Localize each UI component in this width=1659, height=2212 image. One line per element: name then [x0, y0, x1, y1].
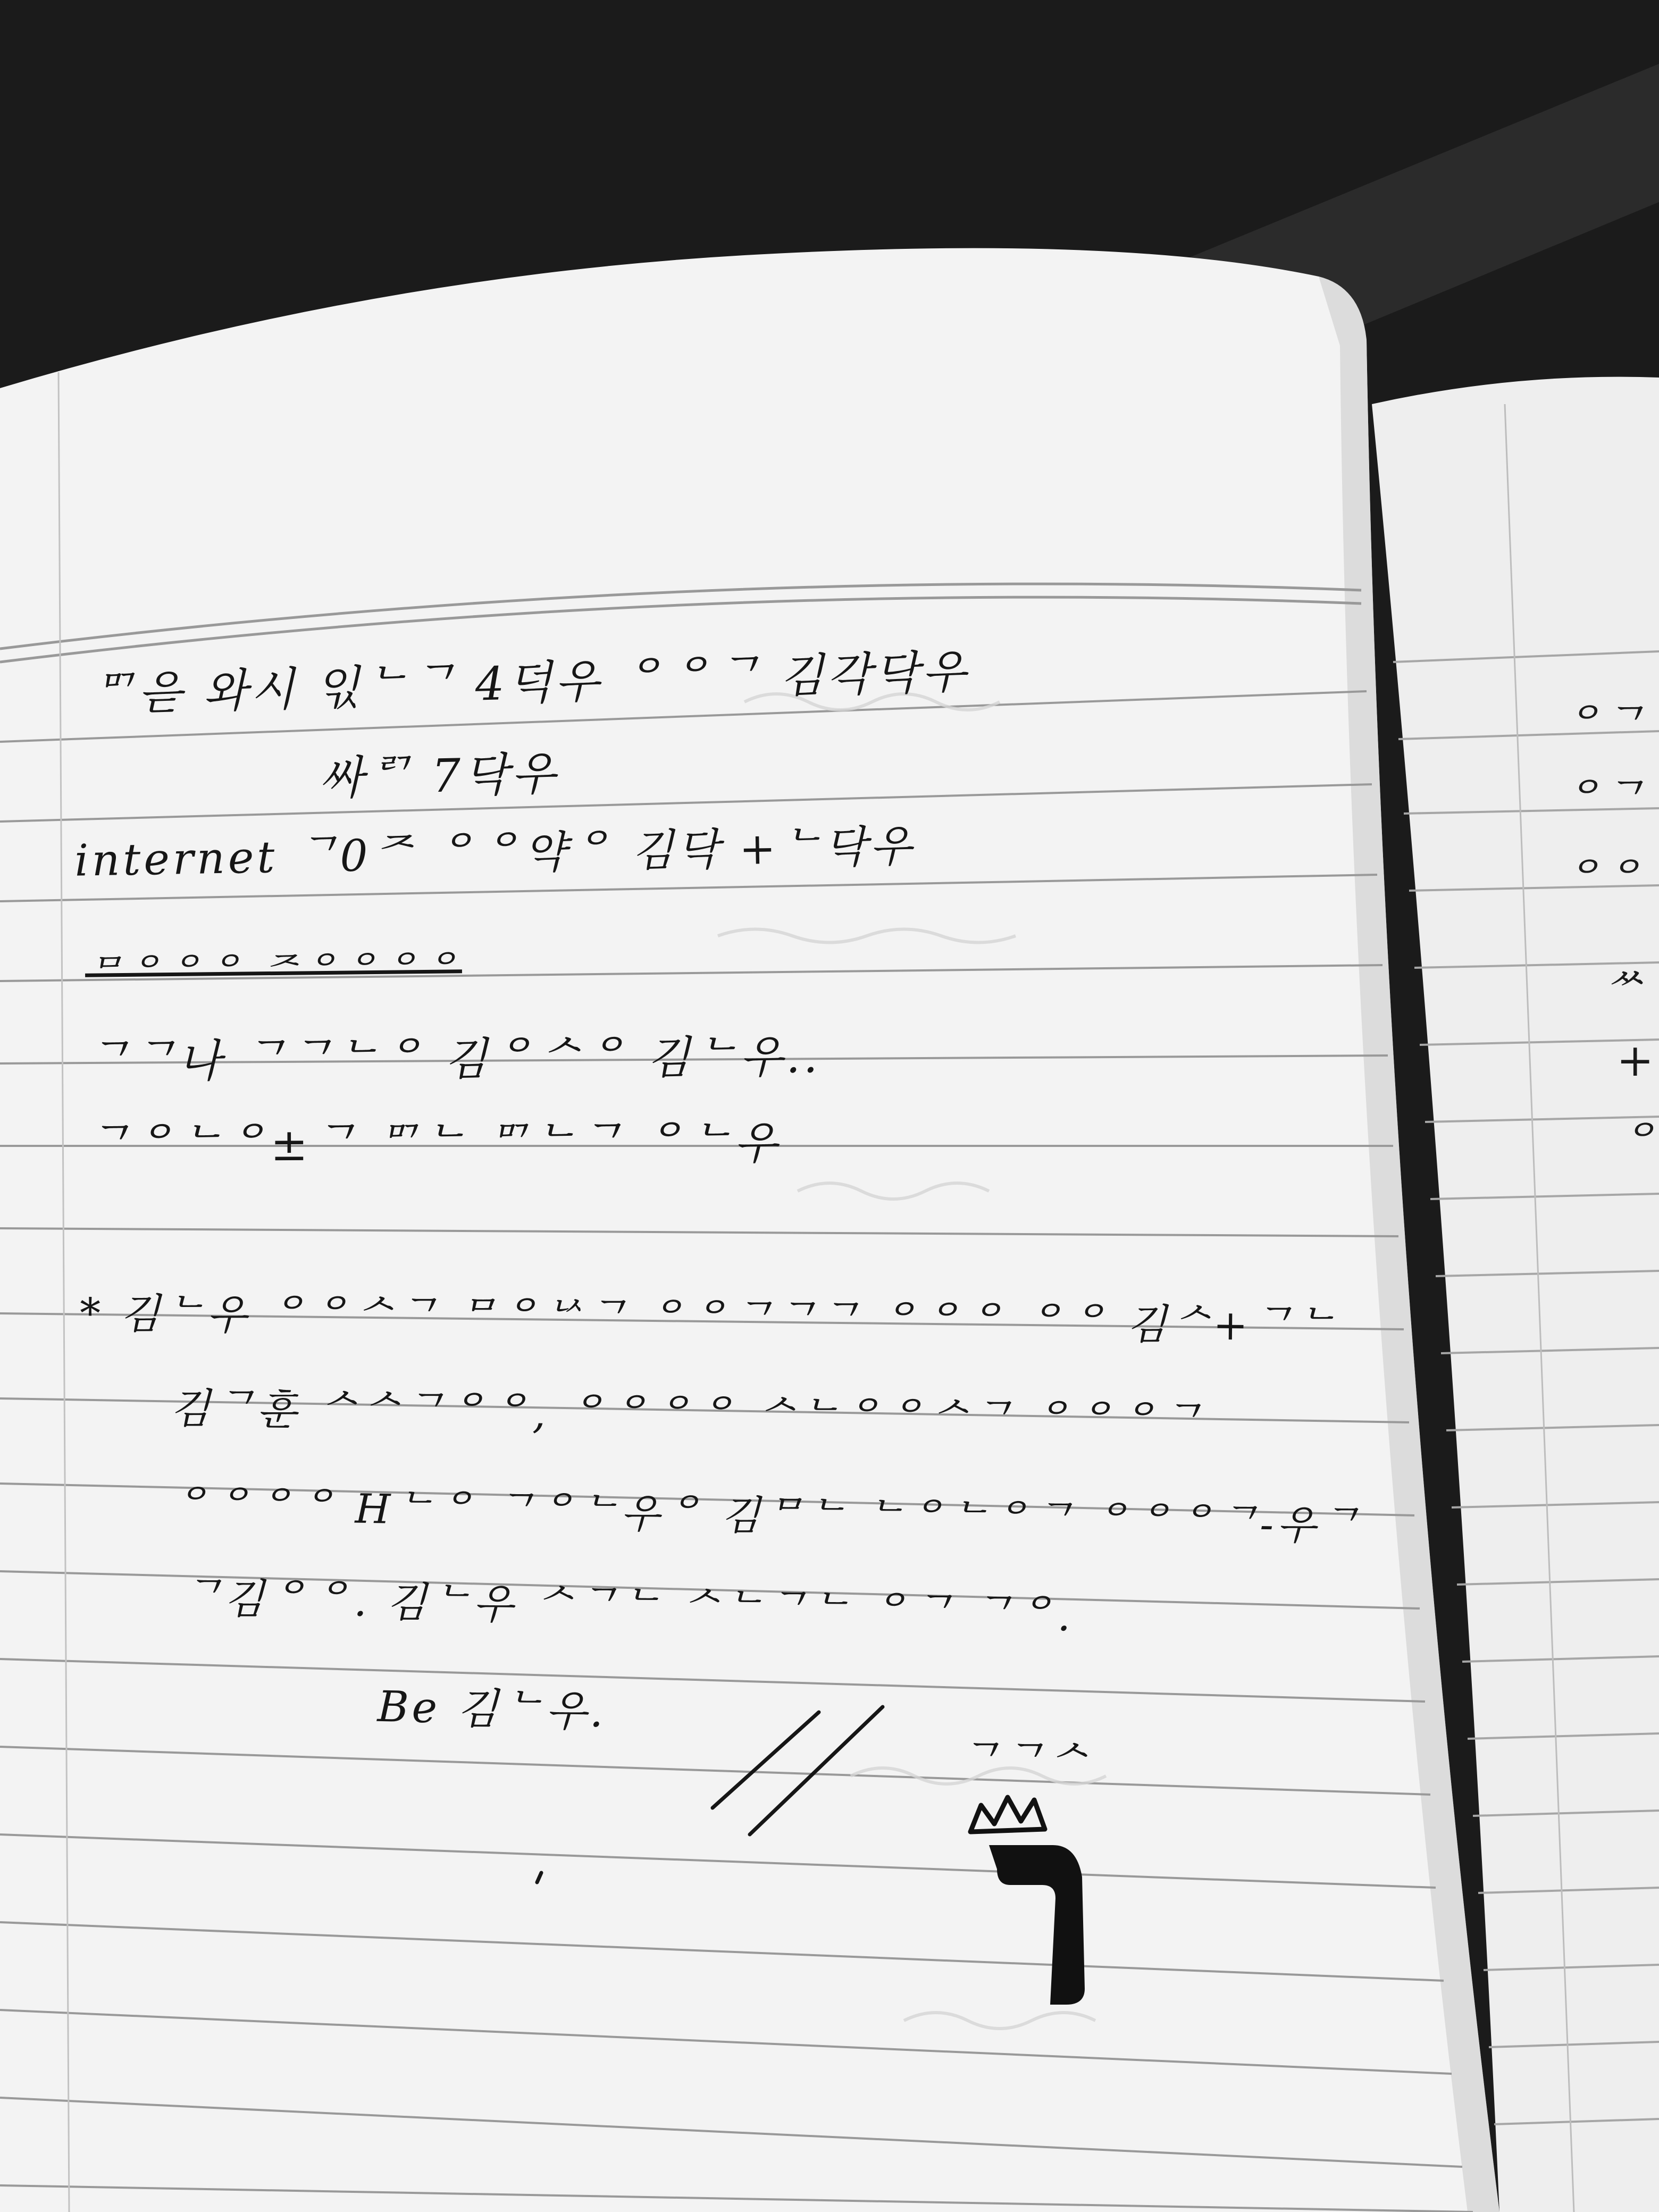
handwriting-line: ᄀ김ᄋᄋ. 김ᄂ우 ᄉᄀᄂ ᄉᄂᄀᄂ ᄋᄀ ᄀᄋ. — [180, 1574, 1075, 1641]
right-page-handwriting: ᄋ — [1616, 1118, 1658, 1168]
handwriting-line: internet ᄀ0ᄌ ᄋᄋ약ᄋ 김닥 +ᄂ닥우 — [74, 821, 916, 886]
signature-text: ᄀᄀᄉ — [957, 1736, 1091, 1789]
handwriting-line: 김ᄀ훈 ᄉᄉᄀᄋᄋ, ᄋᄋᄋᄋ ᄉᄂᄋᄋᄉᄀ ᄋᄋᄋᄀ — [170, 1385, 1204, 1447]
handwriting-line: * 김ᄂ우 ᄋᄋᄉᄀ ᄆᄋᄂᄉᄀ ᄋᄋᄀᄀᄀ ᄋᄋᄋ ᄋᄋ 김ᄉ+ᄀᄂ — [79, 1289, 1338, 1351]
right-page-handwriting: ᄋᄀ — [1561, 701, 1643, 750]
right-page-handwriting: ᄋᄋ — [1561, 855, 1643, 904]
right-page-handwriting: ᄋᄀ — [1561, 775, 1643, 825]
right-page-handwriting: ᄊ — [1601, 967, 1642, 1016]
handwriting-line: ᄋᄋᄋᄋ Hᄂᄋ ᄀᄋᄂ우ᄋ 김ᄆᄂ ᄂᄋᄂᄋᄀ ᄋᄋᄋᄀ-우ᄀ — [170, 1481, 1362, 1550]
handwriting-line: Be 김ᄂ우. — [376, 1681, 607, 1737]
handwriting-line: ᄆᄀ읃 와시 읷ᄂᄀ 4덕우 ᄋᄋᄀ 김각닥우 — [90, 645, 970, 722]
handwriting-line: 싸ᄅᄀ 7닥우 — [319, 747, 559, 806]
handwriting-line: ᄀᄀ나 ᄀᄀᄂᄋ 김ᄋᄉᄋ 김ᄂ우.. — [85, 1030, 821, 1088]
handwriting-line: ᄀᄋᄂᄋ±ᄀ ᄆᄀᄂ ᄆᄀᄂᄀ ᄋᄂ우 — [85, 1117, 781, 1172]
handwriting-line: ᄆᄋᄋᄋ ᄌᄋᄋᄋᄋ — [85, 948, 463, 996]
right-page-handwriting: + — [1616, 1034, 1654, 1086]
